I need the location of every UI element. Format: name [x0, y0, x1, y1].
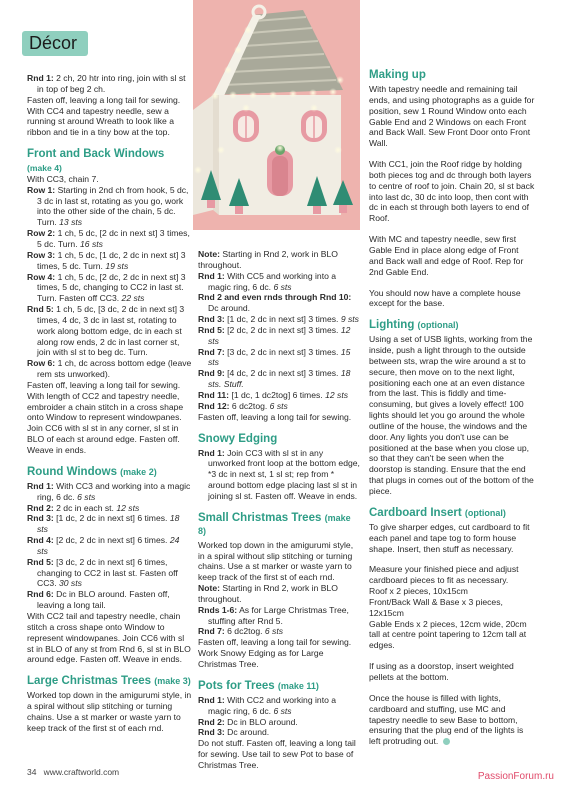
- li-text: Using a set of USB lights, working from the inside, push a light through to the outside between sts, wrap the wire around a st to secure, then move on to the next light, positioning each one at an even distance from the last. This is fiddly and time-consuming, but gives a lovely effect! 100 lights should let you go around the whole outline of the house, the windows and the door. Any lights you don't use can be positioned at the base when you close up, so that they can't be seen when the doorstop is standing. Ensure that the end that plugs in comes out of the bottom of the piece.: [369, 334, 534, 496]
- ci-gable: Gable Ends x 2 pieces, 12cm wide, 20cm tall at centre point tapering to 12cm tall at edges.: [369, 618, 527, 651]
- page-number: 34: [27, 767, 37, 777]
- watermark: PassionForum.ru: [477, 771, 554, 782]
- ci-fb: Front/Back Wall & Base x 3 pieces, 12x15cm: [369, 596, 503, 618]
- pot-rnd3: Rnd 3: Dc around.: [198, 727, 270, 738]
- rw-rnd4: Rnd 4: [2 dc, 2 dc in next st] 6 times. 24 sts: [27, 535, 180, 556]
- rw-rnd2: Rnd 2: 2 dc in each st. 12 sts: [27, 502, 140, 513]
- lct-rnd5: Rnd 5: [2 dc, 2 dc in next st] 3 times. 12 sts: [198, 324, 351, 346]
- pots-heading: Pots for Trees (make 11): [198, 679, 319, 692]
- snowy-edging-heading: Snowy Edging: [198, 432, 278, 445]
- lighting-heading: Lighting (optional): [369, 319, 459, 332]
- front-back-windows-heading: Front and Back Windows: [27, 148, 165, 161]
- wreath-rnd1: Rnd 1: 2 ch, 20 htr into ring, join with sl st in top of beg 2 ch.: [27, 73, 186, 94]
- ci-measure: Measure your finished piece and adjust cardboard pieces to fit as necessary.: [369, 564, 519, 586]
- sct-text: Worked top down in the amigurumi style, in a spiral without slip stitching or turning chains. Use a st marker or waste yarn to keep track of the first st of each rnd.: [198, 539, 354, 583]
- pot-rnd1: Rnd 1: With CC2 and working into a magic ring, 6 dc. 6 sts: [198, 694, 337, 716]
- large-trees-heading: Large Christmas Trees (make 3): [27, 675, 191, 688]
- fbw-end: Fasten off, leaving a long tail for sewing. With length of CC2 and tapestry needle, embroider a chain stitch in a cross shape onto Window to represent windowpanes. Join CC6 with sl st in any corner, sl st in BLO of each st around edge. Fasten off. Weave in ends.: [27, 379, 184, 455]
- section-tab: [22, 31, 88, 56]
- lct-rnd12: Rnd 12: 6 dc2tog. 6 sts: [198, 400, 288, 411]
- cardboard-heading: Cardboard Insert (optional): [369, 506, 506, 519]
- column-1: [27, 73, 192, 734]
- ci-roof: Roof x 2 pieces, 10x15cm: [369, 586, 468, 597]
- house-illustration: [193, 0, 360, 230]
- column-2: [198, 249, 361, 771]
- lct-fasten: Fasten off, leaving a long tail for sewing.: [198, 411, 352, 422]
- rw-rnd3: Rnd 3: [1 dc, 2 dc in next st] 6 times. 18 sts: [27, 513, 180, 535]
- lct-rnd1: Rnd 1: With CC5 and working into a magic ring, 6 dc. 6 sts: [198, 270, 337, 292]
- lct-rnd9: Rnd 9: [4 dc, 2 dc in next st] 3 times. 18 sts. Stuff.: [198, 368, 351, 390]
- round-windows-heading: Round Windows (make 2): [27, 465, 157, 478]
- mu-p1: With tapestry needle and remaining tail ends, and using photographs as a guide for position, sew 1 Round Window onto each Gable End and 2 Windows on each Front and Back Wall. Sew Front Door onto Front Wall.: [369, 84, 535, 149]
- fbw-row3: Row 3: 1 ch, 5 dc, [1 dc, 2 dc in next st] 3 times, 5 dc. Turn. 19 sts: [27, 249, 186, 271]
- fbw-row4: Row 4: 1 ch, 5 dc, [2 dc, 2 dc in next st] 3 times, 5 dc, changing to CC2 in last st. Turn. Fasten off CC3. 22 sts: [27, 271, 186, 304]
- mu-p4: You should now have a complete house except for the base.: [369, 287, 521, 309]
- fbw-rnd5: Rnd 5: 1 ch, 5 dc, [3 dc, 2 dc in next st] 3 times, 4 dc, 3 dc in last st, rotating to work along bottom edge, dc in each st along row ends, 2 dc in last corner st, join with sl st to beg dc. Turn.: [27, 304, 185, 358]
- small-trees-heading: Small Christmas Trees (make 8): [198, 511, 351, 536]
- fbw-row1: Row 1: Starting in 2nd ch from hook, 5 dc, 3 dc in last st, rotating as you go, work into the other side of the chain, 5 dc. Turn. 13 sts: [27, 184, 189, 228]
- house-photo: [193, 0, 360, 230]
- rw-rnd1: Rnd 1: With CC3 and working into a magic ring, 6 dc. 6 sts: [27, 480, 191, 502]
- front-back-windows-make: (make 4): [27, 163, 62, 174]
- column-3: [369, 69, 535, 747]
- fbw-row2: Row 2: 1 ch, 5 dc, [2 dc in next st] 3 times, 5 dc. Turn. 16 sts: [27, 228, 190, 249]
- lct-text: Worked top down in the amigurumi style, in a spiral without slip stitching or turning chains. Use a st marker or waste yarn to keep track of the first st of each rnd.: [27, 690, 192, 733]
- rw-rnd5: Rnd 5: [3 dc, 2 dc in next st] 6 times, changing to CC2 in last st. Fasten off CC3. 30 sts: [27, 556, 178, 589]
- rw-rnd6: Rnd 6: Dc in BLO around. Fasten off, leaving a long tail.: [27, 589, 170, 611]
- site-url: www.craftworld.com: [43, 767, 120, 777]
- sct-rnd7: Rnd 7: 6 dc2tog. 6 sts: [198, 626, 284, 637]
- fbw-intro: With CC3, chain 7.: [27, 173, 99, 184]
- lct-rnd11: Rnd 11: [1 dc, 1 dc2tog] 6 times. 12 sts: [198, 389, 349, 400]
- se-rnd1: Rnd 1: Join CC3 with sl st in any unworked front loop at the bottom edge, *3 dc in next st, 1 sl st; rep from * around bottom edge placing last sl st in joining sl st. Fasten off. Weave in ends.: [198, 447, 360, 501]
- lct-rnd7: Rnd 7: [3 dc, 2 dc in next st] 3 times. 15 sts: [198, 346, 351, 368]
- mu-p2: With CC1, join the Roof ridge by holding both pieces tog and dc through both layers to centre of roof to join. Chain 20, sl st back into last dc, 30 dc into loop, then cont with dc in each st through both layers to end of Roof.: [369, 159, 535, 224]
- rw-end: With CC2 tail and tapestry needle, chain stitch a cross shape onto Window to represent windowpanes. Join CC6 with sl st in BLO of any st from Rnd 6, sl st in BLO around edge. Fasten off. Weave in ends.: [27, 610, 191, 665]
- pot-end: Do not stuff. Fasten off, leaving a long tail for sewing. Use tail to sew Pot to base of Christmas Tree.: [198, 738, 356, 770]
- lct-note: Note: Starting in Rnd 2, work in BLO throughout.: [198, 249, 338, 270]
- section-title: Décor: [29, 33, 78, 53]
- making-up-heading: Making up: [369, 69, 426, 81]
- wreath-fasten: Fasten off, leaving a long tail for sewing. With CC4 and tapestry needle, sew a running st around Wreath to look like a ribbon and tie in a tiny bow at the top.: [27, 94, 181, 138]
- sct-note: Note: Starting in Rnd 2, work in BLO throughout.: [198, 583, 338, 604]
- mu-p3: With MC and tapestry needle, sew first Gable End in place along edge of Front and Back wall and edge of Roof. Rep for 2nd Gable End.: [369, 234, 524, 277]
- page-footer: [27, 767, 119, 777]
- end-mark-icon: [443, 738, 450, 745]
- sct-end: Fasten off, leaving a long tail for sewing. Work Snowy Edging as for Large Christmas Tree.: [198, 637, 352, 669]
- fbw-row6: Row 6: 1 ch, dc across bottom edge (leave rem sts unworked).: [27, 358, 192, 380]
- lct-rnd3: Rnd 3: [1 dc, 2 dc in next st] 3 times. 9 sts: [198, 314, 359, 325]
- ci-end: Once the house is filled with lights, cardboard and stuffing, use MC and tapestry needle to sew Base to bottom, ensuring that the plug end of the lights is left protruding out.: [369, 692, 524, 747]
- ci-door: If using as a doorstop, insert weighted pellets at the bottom.: [369, 661, 514, 682]
- ci-text: To give sharper edges, cut cardboard to fit each panel and tape tog to form house shape. Insert, then stuff as necessary.: [369, 521, 530, 554]
- pot-rnd2: Rnd 2: Dc in BLO around.: [198, 716, 298, 727]
- sct-rnds: Rnds 1-6: As for Large Christmas Tree, stuffing after Rnd 5.: [198, 604, 349, 626]
- lct-rnd2: Rnd 2 and even rnds through Rnd 10: Dc around.: [198, 292, 352, 314]
